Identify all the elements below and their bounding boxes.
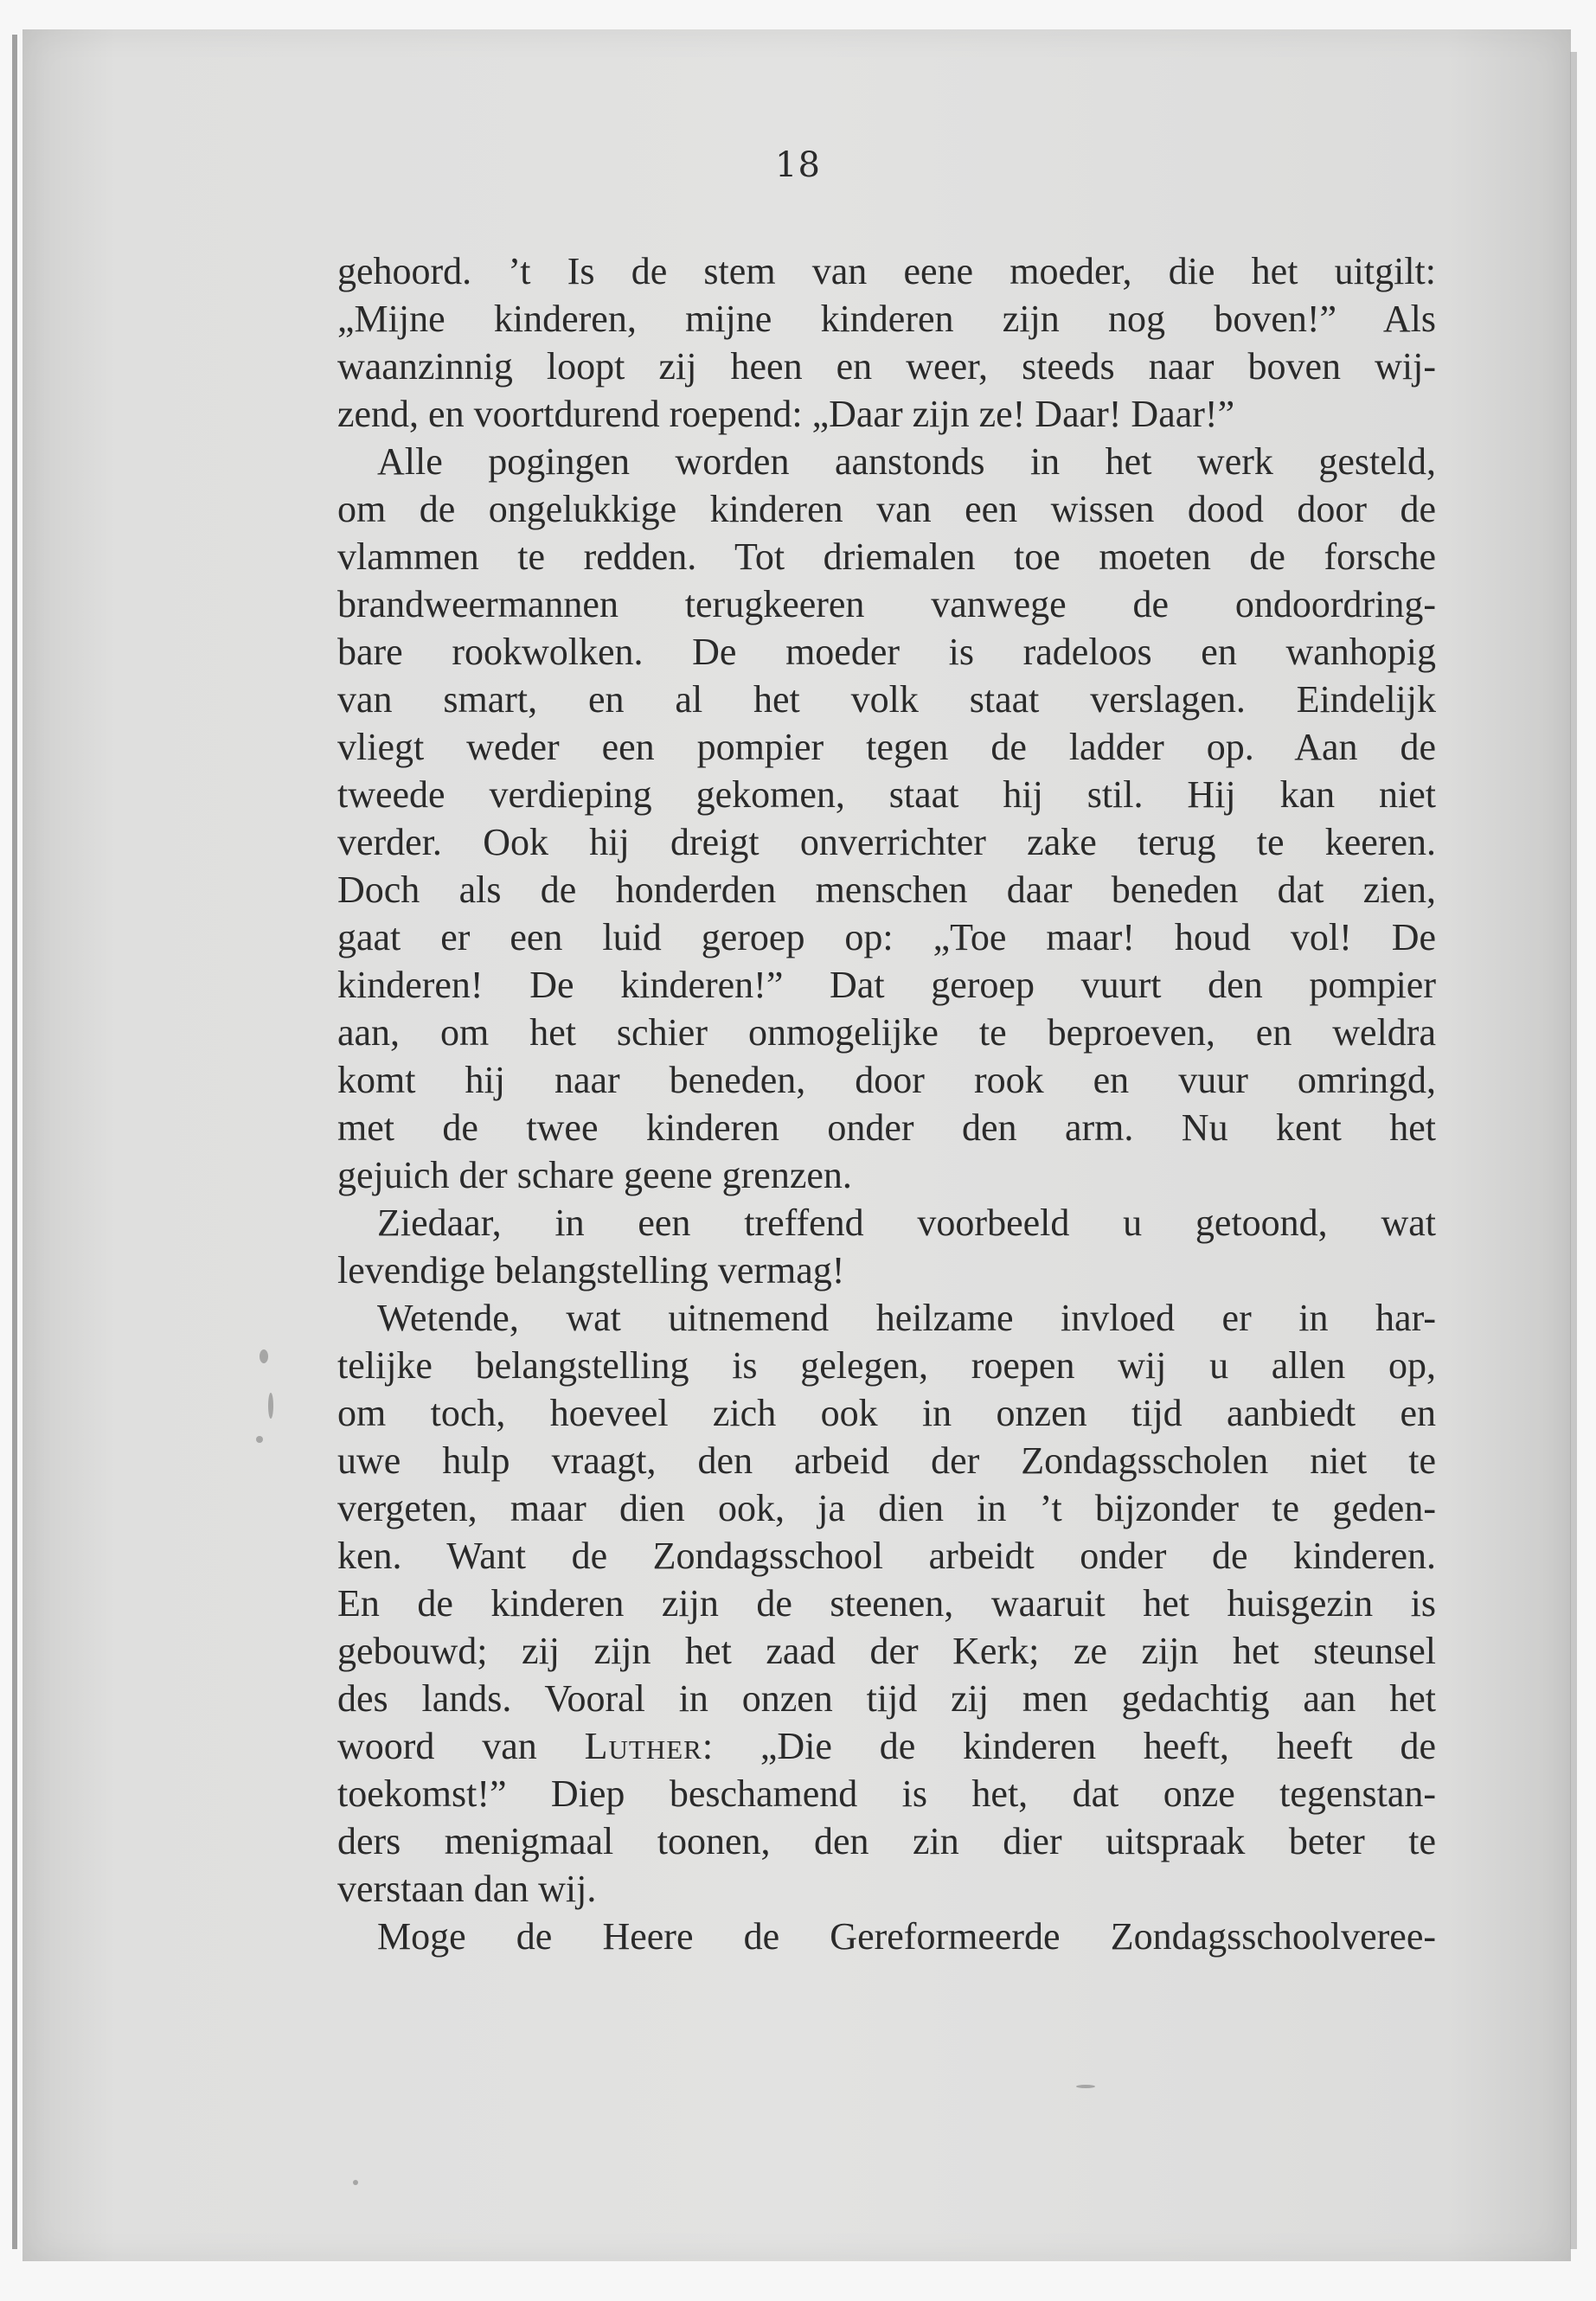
text-line: des lands. Vooral in onzen tijd zij men gedachtig aan het (337, 1677, 1436, 1720)
text-line: uwe hulp vraagt, den arbeid der Zondagsscholen niet te (337, 1439, 1436, 1482)
text-line: gejuich der schare geene grenzen. (337, 1154, 852, 1196)
text-fragment: : „Die de kinderen heeft, heeft de (702, 1725, 1436, 1767)
text-line: Wetende, wat uitnemend heilzame invloed er in har- (377, 1297, 1436, 1339)
text-line: vergeten, maar dien ook, ja dien in ’t bijzonder te geden- (337, 1487, 1436, 1529)
text-line: ken. Want de Zondagsschool arbeidt onder de kinderen. (337, 1535, 1436, 1577)
ink-speck (1076, 2085, 1095, 2088)
text-line: telijke belangstelling is gelegen, roepen wij u allen op, (337, 1344, 1436, 1387)
text-line: van smart, en al het volk staat verslagen. Eindelijk (337, 678, 1436, 721)
text-line: tweede verdieping gekomen, staat hij stil. Hij kan niet (337, 773, 1436, 816)
text-line: verder. Ook hij dreigt onverrichter zake terug te keeren. (337, 821, 1436, 863)
text-line: brandweermannen terugkeeren vanwege de ondoordring- (337, 583, 1436, 625)
text-fragment: woord van (337, 1725, 537, 1767)
text-line: gaat er een luid geroep op: „Toe maar! houd vol! De (337, 916, 1436, 958)
text-line: Alle pogingen worden aanstonds in het werk gesteld, (377, 440, 1436, 483)
ink-speck (256, 1436, 263, 1443)
text-line: Moge de Heere de Gereformeerde Zondagsschoolveree- (377, 1915, 1436, 1958)
text-line: toekomst!” Diep beschamend is het, dat onze tegenstan- (337, 1772, 1436, 1815)
ink-speck (268, 1393, 273, 1419)
author-name-luther: Luther (584, 1725, 702, 1767)
text-line: komt hij naar beneden, door rook en vuur omringd, (337, 1059, 1436, 1101)
text-line: zend, en voortdurend roepend: „Daar zijn ze! Daar! Daar!” (337, 393, 1235, 435)
text-line: Doch als de honderden menschen daar beneden dat zien, (337, 868, 1436, 911)
text-line: kinderen! De kinderen!” Dat geroep vuurt den pompier (337, 964, 1436, 1006)
ink-speck (260, 1349, 268, 1363)
page-number: 18 (775, 145, 821, 185)
body-text (337, 247, 1436, 1960)
page-edge-shadow (1570, 52, 1577, 2249)
text-line: verstaan dan wij. (337, 1868, 597, 1910)
text-line: om toch, hoeveel zich ook in onzen tijd aanbiedt en (337, 1392, 1436, 1434)
text-line: levendige belangstelling vermag! (337, 1249, 845, 1292)
text-line: met de twee kinderen onder den arm. Nu kent het (337, 1106, 1436, 1149)
text-line: waanzinnig loopt zij heen en weer, steeds naar boven wij- (337, 345, 1436, 388)
text-line: bare rookwolken. De moeder is radeloos en wanhopig (337, 631, 1436, 673)
text-line: gehoord. ’t Is de stem van eene moeder, die het uitgilt: (337, 250, 1436, 292)
text-line-with-name (337, 1722, 1436, 1770)
binding-edge (12, 35, 17, 2249)
text-line: aan, om het schier onmogelijke te beproeven, en weldra (337, 1011, 1436, 1054)
text-line: vliegt weder een pompier tegen de ladder op. Aan de (337, 726, 1436, 768)
text-line: vlammen te redden. Tot driemalen toe moeten de forsche (337, 535, 1436, 578)
text-line: En de kinderen zijn de steenen, waaruit het huisgezin is (337, 1582, 1436, 1625)
text-line: gebouwd; zij zijn het zaad der Kerk; ze zijn het steunsel (337, 1630, 1436, 1672)
text-line: ders menigmaal toonen, den zin dier uitspraak beter te (337, 1820, 1436, 1862)
text-line: Ziedaar, in een treffend voorbeeld u getoond, wat (377, 1202, 1436, 1244)
text-line: om de ongelukkige kinderen van een wissen dood door de (337, 488, 1436, 530)
text-line: „Mijne kinderen, mijne kinderen zijn nog boven!” Als (337, 298, 1436, 340)
ink-speck (353, 2180, 358, 2185)
